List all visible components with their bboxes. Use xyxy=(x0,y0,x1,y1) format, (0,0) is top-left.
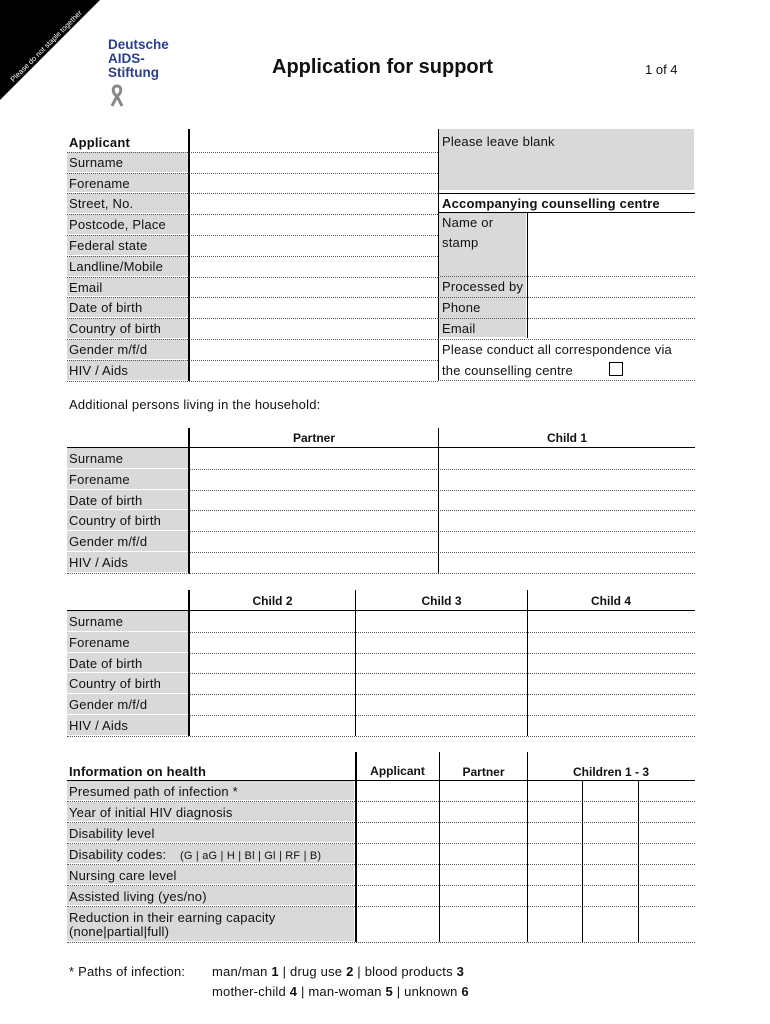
household-row-label: Forename xyxy=(69,634,130,650)
corner-banner xyxy=(0,0,110,110)
child-2-field[interactable] xyxy=(190,611,355,631)
counselling-email-field[interactable] xyxy=(528,319,694,338)
health-child-3-field[interactable] xyxy=(640,886,694,905)
child-4-field[interactable] xyxy=(528,653,694,673)
reduction-options-label: (none|partial|full) xyxy=(69,924,170,939)
applicant-header: Applicant xyxy=(69,135,131,150)
applicant-field-date-of-birth[interactable] xyxy=(190,297,437,317)
footnote-code: 5 xyxy=(385,984,393,999)
row-divider xyxy=(67,360,438,361)
child-2-field[interactable] xyxy=(190,632,355,652)
stamp-label: stamp xyxy=(442,235,479,250)
row-divider xyxy=(67,235,438,236)
column-header-child-4: Child 4 xyxy=(590,594,631,608)
household-row-label: Gender m/f/d xyxy=(69,534,148,550)
health-row-label: Nursing care level xyxy=(69,868,177,883)
child-4-field[interactable] xyxy=(528,611,694,631)
footnote-text: | unknown xyxy=(392,984,462,999)
applicant-field-surname[interactable] xyxy=(190,152,437,172)
column-divider xyxy=(188,428,190,574)
applicant-row-label: Postcode, Place xyxy=(69,217,166,233)
health-partner-field[interactable] xyxy=(440,907,527,941)
health-child-2-field[interactable] xyxy=(584,781,638,800)
row-divider xyxy=(67,297,438,298)
household-row-label: Surname xyxy=(69,451,124,466)
row-divider xyxy=(438,380,695,381)
applicant-row-label: Landline/Mobile xyxy=(69,258,164,274)
processed-by-label: Processed by xyxy=(442,279,524,294)
health-child-2-field[interactable] xyxy=(584,802,638,821)
health-child-2-field[interactable] xyxy=(584,823,638,842)
health-child-1-field[interactable] xyxy=(528,844,582,863)
household-row-label: Gender m/f/d xyxy=(69,697,148,713)
health-partner-field[interactable] xyxy=(440,781,527,800)
health-partner-field[interactable] xyxy=(440,802,527,821)
health-child-3-field[interactable] xyxy=(640,802,694,821)
ribbon-icon xyxy=(110,84,124,108)
health-child-3-field[interactable] xyxy=(640,823,694,842)
column-divider xyxy=(188,590,190,736)
row-divider xyxy=(67,381,438,382)
household-row-label: Country of birth xyxy=(69,676,162,692)
column-divider xyxy=(439,752,440,942)
counselling-centre-header: Accompanying counselling centre xyxy=(442,196,660,211)
child-1-field[interactable] xyxy=(440,552,694,572)
footnote-code: 1 xyxy=(271,964,279,979)
health-child-1-field[interactable] xyxy=(528,886,582,905)
row-divider xyxy=(67,214,438,215)
child-3-field[interactable] xyxy=(356,715,527,735)
health-row-label: Presumed path of infection * xyxy=(69,784,238,799)
row-divider xyxy=(67,152,438,153)
row-divider xyxy=(438,339,695,340)
column-divider xyxy=(638,781,639,942)
partner-field[interactable] xyxy=(190,448,438,468)
child-4-field[interactable] xyxy=(528,694,694,714)
child-3-field[interactable] xyxy=(356,673,527,693)
footnote-label: * Paths of infection: xyxy=(69,964,186,979)
health-applicant-field[interactable] xyxy=(356,823,439,842)
child-4-field[interactable] xyxy=(528,632,694,652)
column-divider xyxy=(188,129,190,381)
column-header-child-3: Child 3 xyxy=(421,594,462,608)
household-row-label: HIV / Aids xyxy=(69,718,129,733)
child-4-field[interactable] xyxy=(528,673,694,693)
column-header-partner: Partner xyxy=(292,431,336,445)
footnote-text: man/man xyxy=(212,964,272,979)
household-row-label: Forename xyxy=(69,471,130,487)
applicant-row-label: Gender m/f/d xyxy=(69,342,148,357)
health-child-3-field[interactable] xyxy=(640,781,694,800)
footnote-code: 4 xyxy=(289,984,298,999)
health-child-1-field[interactable] xyxy=(528,865,582,884)
child-3-field[interactable] xyxy=(356,653,527,673)
logo xyxy=(108,38,169,111)
correspondence-label-2: the counselling centre xyxy=(442,363,573,378)
health-partner-field[interactable] xyxy=(440,844,527,863)
column-header-partner: Partner xyxy=(462,765,505,779)
applicant-row-label: Forename xyxy=(69,175,130,191)
column-divider xyxy=(582,781,583,942)
health-child-2-field[interactable] xyxy=(584,865,638,884)
health-applicant-field[interactable] xyxy=(356,802,439,821)
child-1-field[interactable] xyxy=(440,531,694,551)
applicant-row-label: Federal state xyxy=(69,238,148,253)
footnote-line-2 xyxy=(212,984,469,999)
health-row-label: Year of initial HIV diagnosis xyxy=(69,805,233,820)
footnote-code: 3 xyxy=(456,964,465,979)
row-divider xyxy=(67,573,695,574)
footnote-text: | drug use xyxy=(278,964,347,979)
health-partner-field[interactable] xyxy=(440,823,527,842)
child-3-field[interactable] xyxy=(356,694,527,714)
applicant-row-label: Email xyxy=(69,279,103,295)
health-applicant-field[interactable] xyxy=(356,781,439,800)
column-header-child-2: Child 2 xyxy=(252,594,293,608)
applicant-row-label: HIV / Aids xyxy=(69,362,129,378)
svg-text:Please do not staple together: Please do not staple together xyxy=(8,8,84,84)
health-partner-field[interactable] xyxy=(440,865,527,884)
child-2-field[interactable] xyxy=(190,715,355,735)
health-child-1-field[interactable] xyxy=(528,781,582,800)
household-row-label: Date of birth xyxy=(69,655,143,671)
stamp-field[interactable] xyxy=(528,213,694,275)
health-applicant-field[interactable] xyxy=(356,907,439,941)
row-divider xyxy=(67,736,695,737)
logo-line-2: AIDS- xyxy=(108,51,145,66)
column-divider xyxy=(355,590,356,736)
health-child-2-field[interactable] xyxy=(584,844,638,863)
child-4-field[interactable] xyxy=(528,715,694,735)
applicant-field-landline-mobile[interactable] xyxy=(190,256,437,276)
health-child-3-field[interactable] xyxy=(640,907,694,941)
row-divider xyxy=(67,339,438,340)
column-divider xyxy=(527,752,528,942)
footnote-code: 2 xyxy=(346,964,354,979)
health-child-1-field[interactable] xyxy=(528,802,582,821)
row-divider xyxy=(67,318,438,319)
counselling-phone-field[interactable] xyxy=(528,298,694,317)
health-child-1-field[interactable] xyxy=(528,907,582,941)
child-1-field[interactable] xyxy=(440,490,694,510)
processed-by-field[interactable] xyxy=(528,277,694,296)
household-row-label: Date of birth xyxy=(69,492,143,508)
footnote-line-1 xyxy=(212,964,464,979)
correspondence-checkbox[interactable] xyxy=(609,362,623,376)
health-row-label: Assisted living (yes/no) xyxy=(69,889,207,904)
applicant-field-federal-state[interactable] xyxy=(190,235,437,255)
applicant-field-email[interactable] xyxy=(190,277,437,297)
column-divider xyxy=(438,428,439,574)
applicant-row-label: Country of birth xyxy=(69,321,162,337)
row-divider xyxy=(438,193,695,194)
leave-blank-label: Please leave blank xyxy=(442,134,555,149)
applicant-field-hiv-aids[interactable] xyxy=(190,360,437,380)
name-or-label: Name or xyxy=(442,215,494,230)
child-1-field[interactable] xyxy=(440,469,694,489)
page-number: 1 of 4 xyxy=(645,62,678,77)
child-2-field[interactable] xyxy=(190,653,355,673)
row-divider xyxy=(67,277,438,278)
health-applicant-field[interactable] xyxy=(356,865,439,884)
logo-line-3: Stiftung xyxy=(108,65,159,80)
health-row-label: Disability level xyxy=(69,826,155,841)
health-header: Information on health xyxy=(69,764,207,779)
row-divider xyxy=(67,173,438,174)
health-child-1-field[interactable] xyxy=(528,823,582,842)
applicant-field-country-of-birth[interactable] xyxy=(190,318,437,338)
footnote-text: mother-child xyxy=(212,984,290,999)
partner-field[interactable] xyxy=(190,490,438,510)
health-row-label: Reduction in their earning capacity xyxy=(69,910,276,925)
row-divider xyxy=(67,193,438,194)
health-applicant-field[interactable] xyxy=(356,844,439,863)
footnote-text: | man-woman xyxy=(297,984,386,999)
applicant-row-label: Surname xyxy=(69,154,124,170)
counselling-email-label: Email xyxy=(442,321,476,336)
child-3-field[interactable] xyxy=(356,632,527,652)
partner-field[interactable] xyxy=(190,469,438,489)
health-partner-field[interactable] xyxy=(440,886,527,905)
household-row-label: Country of birth xyxy=(69,513,162,529)
applicant-row-label: Date of birth xyxy=(69,300,143,316)
row-divider xyxy=(67,256,438,257)
column-divider xyxy=(355,752,357,942)
page-title: Application for support xyxy=(272,56,494,78)
applicant-field-gender-m-f-d[interactable] xyxy=(190,339,437,359)
column-divider xyxy=(527,590,528,736)
partner-field[interactable] xyxy=(190,510,438,530)
child-1-field[interactable] xyxy=(440,510,694,530)
applicant-row-label: Street, No. xyxy=(69,196,134,212)
health-child-3-field[interactable] xyxy=(640,865,694,884)
column-header-applicant: Applicant xyxy=(370,764,425,778)
correspondence-label-1: Please conduct all correspondence via xyxy=(442,342,672,357)
disability-codes-list: (G | aG | H | Bl | Gl | RF | B) xyxy=(180,850,322,862)
child-3-field[interactable] xyxy=(356,611,527,631)
counselling-phone-label: Phone xyxy=(442,300,481,315)
footnote-text: | blood products xyxy=(353,964,457,979)
child-1-field[interactable] xyxy=(440,448,694,468)
applicant-field-street-no[interactable] xyxy=(190,193,437,213)
health-row-label: Disability codes: xyxy=(69,847,167,862)
footnote-code: 6 xyxy=(461,984,469,999)
health-child-3-field[interactable] xyxy=(640,844,694,863)
partner-field[interactable] xyxy=(190,552,438,572)
partner-field[interactable] xyxy=(190,531,438,551)
household-intro: Additional persons living in the household: xyxy=(69,397,321,412)
health-child-2-field[interactable] xyxy=(584,886,638,905)
applicant-field-forename[interactable] xyxy=(190,173,437,193)
child-2-field[interactable] xyxy=(190,694,355,714)
row-divider xyxy=(67,942,695,943)
column-header-child-1: Child 1 xyxy=(546,431,587,445)
applicant-field-postcode-place[interactable] xyxy=(190,214,437,234)
household-row-label: Surname xyxy=(69,614,124,629)
household-row-label: HIV / Aids xyxy=(69,555,129,570)
child-2-field[interactable] xyxy=(190,673,355,693)
health-applicant-field[interactable] xyxy=(356,886,439,905)
health-child-2-field[interactable] xyxy=(584,907,638,941)
logo-line-1: Deutsche xyxy=(108,37,169,52)
column-header-children: Children 1 - 3 xyxy=(572,765,649,779)
